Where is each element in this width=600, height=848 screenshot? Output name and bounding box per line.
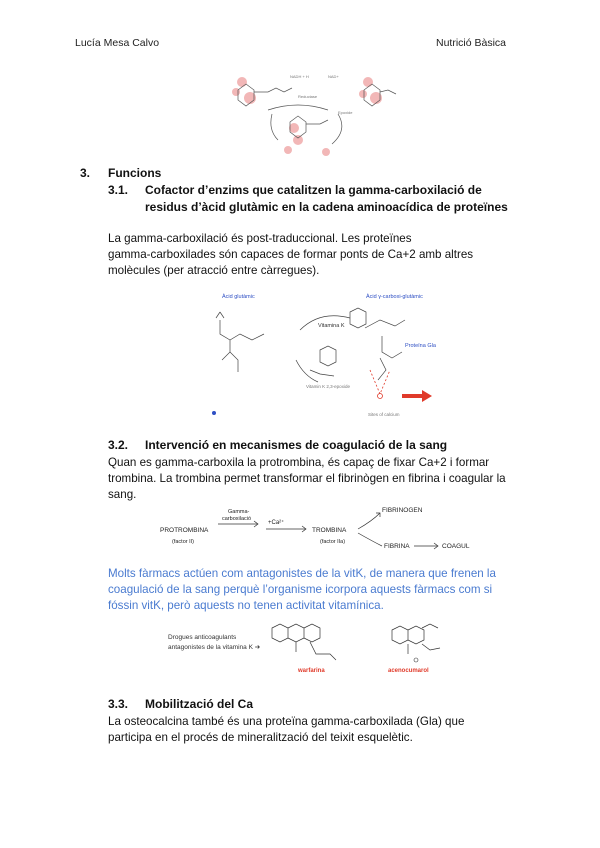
label-protrombina: PROTROMBINA: [160, 527, 209, 534]
blue-para-line1: Molts fàrmacs actúen com antagonistes de la vitK, de manera que frenen la: [108, 567, 496, 580]
subsection-3-3-number: 3.3.: [108, 697, 129, 711]
label-carboxyglutamic-acid: Àcid γ-carboxi-glutàmic: [366, 294, 423, 300]
subsection-3-3-title: Mobilització del Ca: [145, 697, 254, 711]
vitamin-k-cycle-figure: [228, 70, 400, 162]
svg-text:Reductase: Reductase: [298, 94, 318, 99]
para-3-2-line3: sang.: [108, 488, 137, 501]
subsection-3-2-title: Intervenció en mecanismes de coagulació de la sang: [145, 438, 448, 452]
para-3-3-line2: participa en el procés de mineralització del teixit esquelètic.: [108, 731, 413, 744]
header-subject: Nutrició Bàsica: [436, 37, 507, 49]
label-trombina: TROMBINA: [312, 527, 347, 534]
label-factor-iia: (factor IIa): [320, 539, 346, 545]
carboxylation-figure: [200, 290, 440, 422]
drugs-caption-line2: antagonistes de la vitamina K ➔: [168, 644, 261, 651]
label-factor-ii: (factor II): [172, 539, 195, 545]
svg-text:NAD+: NAD+: [328, 74, 339, 79]
svg-text:Epoxide: Epoxide: [338, 110, 353, 115]
label-acenocumarol: acenocumarol: [388, 668, 429, 674]
label-gamma: Gamma-: [228, 509, 250, 515]
subsection-3-1-number: 3.1.: [108, 183, 129, 197]
section-3-number: 3.: [80, 166, 91, 180]
label-coagul: COAGUL: [442, 543, 470, 550]
subsection-3-1-title-line1: Cofactor d’enzims que catalitzen la gamma-carboxilació de: [145, 183, 482, 197]
para-3-3-line1: La osteocalcina també és una proteïna gamma-carboxilada (Gla) que: [108, 715, 465, 728]
blue-para-line3: fóssin vitK, però aquests no tenen activitat vitamínica.: [108, 599, 384, 612]
label-carboxylation: carboxilació: [222, 516, 252, 522]
label-warfarina: warfarina: [298, 668, 325, 674]
para-3-1-line1: La gamma-carboxilació és post-traduccional. Les proteïnes: [108, 232, 412, 245]
label-glutamic-acid: Àcid glutàmic: [222, 294, 255, 300]
para-3-1-line3: molècules (per atracció entre càrregues).: [108, 264, 320, 277]
subsection-3-1-title-line2: residus d’àcid glutàmic en la cadena aminoacídica de proteïnes: [145, 200, 508, 214]
subsection-3-2-number: 3.2.: [108, 438, 129, 452]
svg-text:Vitamin K 2,3-epoxide: Vitamin K 2,3-epoxide: [306, 384, 350, 389]
svg-text:Sites of calcium: Sites of calcium: [368, 412, 400, 417]
anticoagulant-figure: [160, 620, 450, 680]
section-3-title: Funcions: [108, 166, 162, 180]
para-3-1-line2: gamma-carboxilades són capaces de formar ponts de Ca+2 amb altres: [108, 248, 474, 261]
label-fibrina: FIBRINA: [384, 543, 410, 550]
header-author: Lucía Mesa Calvo: [75, 37, 160, 49]
para-3-2-line1: Quan es gamma-carboxila la protrombina, és capaç de fixar Ca+2 i formar: [108, 456, 490, 469]
para-3-2-line2: trombina. La trombina permet transformar el fibrinògen en fibrina i coagular la: [108, 472, 506, 485]
label-vitamin-k: Vitamina K: [318, 323, 345, 329]
blue-para-line2: coagulació de la sang perquè l’organisme icorpora aquests fàrmacs com si: [108, 583, 493, 596]
label-ca: +Ca²⁺: [268, 520, 285, 526]
svg-text:NADH + H: NADH + H: [290, 74, 309, 79]
coagulation-figure: [150, 503, 510, 563]
drugs-caption-line1: Drogues anticoagulants: [168, 634, 237, 641]
label-gla-protein: Proteïna Gla: [405, 343, 436, 349]
label-fibrinogen: FIBRINOGEN: [382, 507, 423, 514]
